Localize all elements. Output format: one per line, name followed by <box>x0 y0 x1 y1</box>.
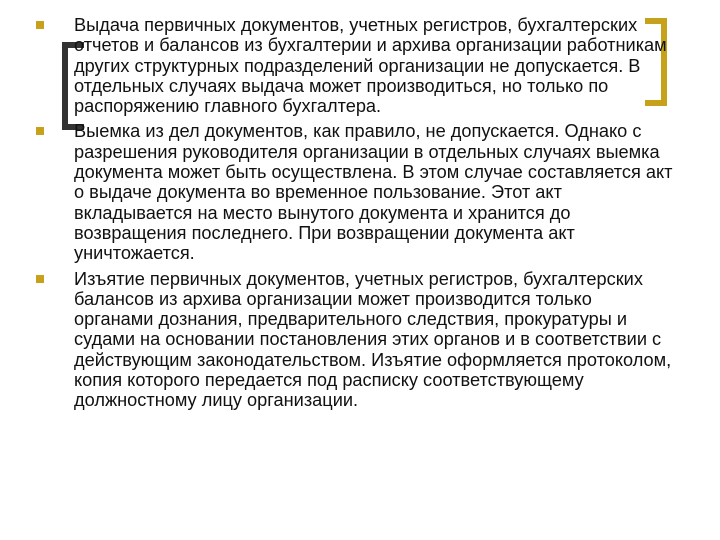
bullet-text-1: Выдача первичных документов, учетных регистров, бухгалтерских отчетов и балансов из бухгалтерии и архива организации работникам других структурных подразделений организации не допускается. В отдельных случаях выдача может производиться, но только по распоряжению главного бухгалтера. <box>74 15 667 117</box>
bullet-list <box>36 15 676 416</box>
bullet-text-2: Выемка из дел документов, как правило, не допускается. Однако с разрешения руководителя организации в отдельных случаях выемка документа может быть осуществлена. В этом случае составляется акт о выдаче документа во временное пользование. Этот акт вкладывается на место вынутого документа и хранится до возвращения последнего. При возвращении документа акт уничтожается. <box>74 121 673 264</box>
bullet-text-3: Изъятие первичных документов, учетных регистров, бухгалтерских балансов из архива организации может производится только органами дознания, предварительного следствия, прокуратуры и судами на основании постановления этих органов и в соответствии с действующим законодательством. Изъятие оформляется протоколом, копия которого передается под расписку соответствующему должностному лицу организации. <box>74 268 672 411</box>
bullet-item-1 <box>36 15 676 116</box>
square-bullet-icon <box>36 275 44 283</box>
bullet-item-3 <box>36 269 676 411</box>
bullet-item-2 <box>36 121 676 263</box>
square-bullet-icon <box>36 127 44 135</box>
square-bullet-icon <box>36 21 44 29</box>
